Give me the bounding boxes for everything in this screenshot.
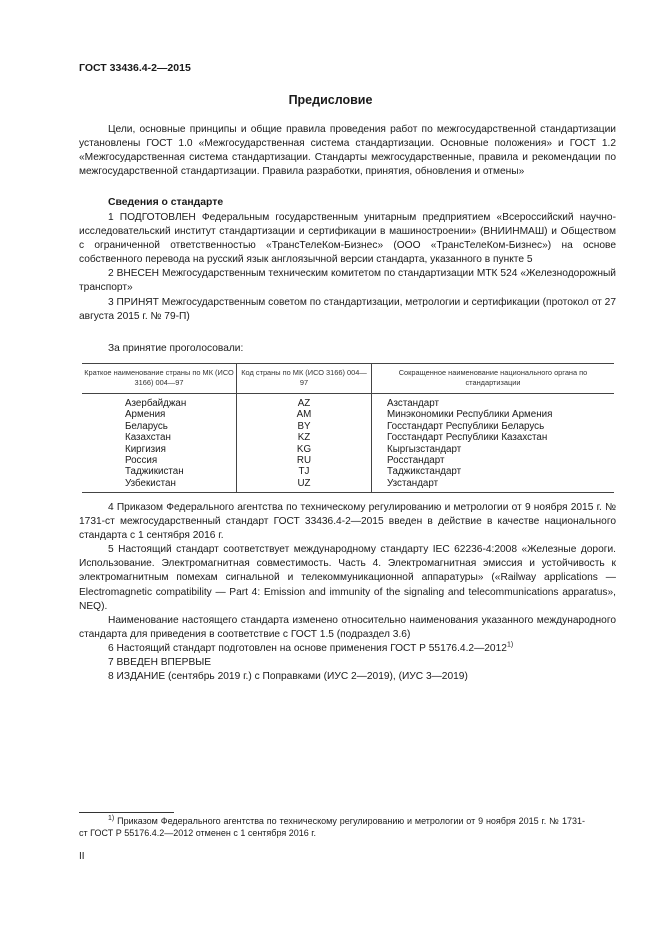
- section-heading: Сведения о стандарте: [108, 197, 224, 208]
- document-code: ГОСТ 33436.4-2—2015: [79, 62, 191, 74]
- footnote-divider: [79, 812, 174, 813]
- country-name: Азербайджан: [125, 398, 187, 409]
- item-5: 5 Настоящий стандарт соответствует международному стандарту IEC 62236-4:2008 «Железные дороги. Использование. Электромагнитная совместимость. Часть 4. Электромагнитная эмиссия и устойчивость к электромагнитным помехам сигнальной и телекоммуникационной аппаратуры» («Railway applications — Electromagnetic compatibility — Part 4: Emission and immunity of the signaling and telecommunications apparatus», NEQ).: [79, 544, 616, 612]
- item-4: 4 Приказом Федерального агентства по техническому регулированию и метрологии от 9 ноября 2015 г. № 1731-ст межгосударственный стандарт ГОСТ 33436.4-2—2015 введен в действие в качестве национального стандарта с 1 сентября 2016 г.: [79, 502, 616, 542]
- item-6: 6 Настоящий стандарт подготовлен на основе применения ГОСТ Р 55176.4.2—2012$^{1)}$: [108, 641, 514, 654]
- standards-body: Узстандарт: [372, 478, 615, 493]
- items-bottom-block: [79, 501, 616, 684]
- table-header-row: [82, 364, 614, 394]
- table-row: [82, 478, 614, 493]
- standards-body: Росстандарт: [372, 455, 615, 466]
- intro-paragraph: Цели, основные принципы и общие правила проведения работ по межгосударственной стандартизации установлены ГОСТ 1.0 «Межгосударственная система стандартизации. Основные положения» и ГОСТ 1.2 «Межгосударственная система стандартизации. Стандарты межгосударственные, правила и рекомендации по межгосударственной стандартизации. Правила разработки, принятия, обновления и отмены»: [79, 124, 616, 178]
- intro-block: [79, 123, 616, 179]
- item-3: 3 ПРИНЯТ Межгосударственным советом по стандартизации, метрологии и сертификации (протокол от 27 августа 2015 г. № 79-П): [79, 296, 616, 322]
- country-code: BY: [237, 421, 372, 432]
- footnote-text: Приказом Федерального агентства по техническому регулированию и метрологии от 9 ноября 2015 г. № 1731-ст ГОСТ Р 55176.4.2—2012 отменен с 1 сентября 2016 г.: [79, 816, 585, 839]
- member-states-table: [82, 363, 614, 493]
- standards-body: Минэкономики Республики Армения: [372, 409, 615, 420]
- country-name: Казахстан: [125, 432, 171, 444]
- country-code: KZ: [237, 432, 372, 443]
- table-row: [82, 394, 614, 410]
- country-name: Беларусь: [125, 420, 168, 432]
- table-row: [82, 421, 614, 432]
- item-5-note: Наименование настоящего стандарта изменено относительно наименования указанного международного стандарта для приведения в соответствие с ГОСТ 1.5 (подраздел 3.6): [79, 614, 616, 640]
- table-row: [82, 444, 614, 455]
- country-code: UZ: [237, 478, 372, 493]
- table-row: [82, 466, 614, 477]
- standards-body: Госстандарт Республики Казахстан: [372, 432, 615, 443]
- table-header: Код страны по МК (ИСО 3166) 004—97: [237, 364, 372, 394]
- table-row: [82, 432, 614, 443]
- country-name: Армения: [125, 409, 166, 421]
- country-name: Узбекистан: [82, 478, 237, 493]
- country-code: KG: [237, 444, 372, 455]
- footnote-reference[interactable]: 1): [506, 641, 514, 649]
- items-top-block: [79, 211, 616, 324]
- standards-body: Таджикстандарт: [372, 466, 615, 477]
- country-code: RU: [237, 455, 372, 466]
- table-row: [82, 455, 614, 466]
- country-code: TJ: [237, 466, 372, 477]
- agreed-label: За принятие проголосовали:: [108, 343, 244, 354]
- item-8: 8 ИЗДАНИЕ (сентябрь 2019 г.) с Поправками (ИУС 2—2019), (ИУС 3—2019): [108, 671, 468, 683]
- page-number: II: [79, 851, 85, 862]
- footnote: [79, 815, 585, 840]
- item-7: 7 ВВЕДЕН ВПЕРВЫЕ: [108, 657, 212, 669]
- standards-body: Кыргызстандарт: [372, 444, 615, 455]
- item-1: 1 ПОДГОТОВЛЕН Федеральным государственным унитарным предприятием «Всероссийский научно-исследовательский институт стандартизации и сертификации в машиностроении» (ВНИИНМАШ) и Обществом с ограниченной ответственностью «ТрансТелеКом-Бизнес» (ООО «ТрансТелеКом-Бизнес») на основе собственного перевода на русский язык англоязычной версии стандарта, указанного в пункте 5: [79, 212, 616, 266]
- country-code: AZ: [237, 394, 372, 410]
- country-name: Таджикистан: [125, 466, 184, 478]
- table-row: [82, 409, 614, 420]
- footnote-mark: 1): [108, 815, 115, 822]
- country-name: Россия: [125, 455, 158, 467]
- page-title: Предисловие: [288, 93, 373, 107]
- standards-body: Госстандарт Республики Беларусь: [372, 421, 615, 432]
- item-2: 2 ВНЕСЕН Межгосударственным техническим комитетом по стандартизации МТК 524 «Железнодорожный транспорт»: [79, 268, 616, 294]
- table-header: Сокращенное наименование национального органа по стандартизации: [372, 364, 615, 394]
- country-name: Киргизия: [125, 443, 166, 455]
- table-header: Краткое наименование страны по МК (ИСО 3166) 004—97: [82, 364, 237, 394]
- country-code: AM: [237, 409, 372, 420]
- standards-body: Азстандарт: [372, 394, 615, 410]
